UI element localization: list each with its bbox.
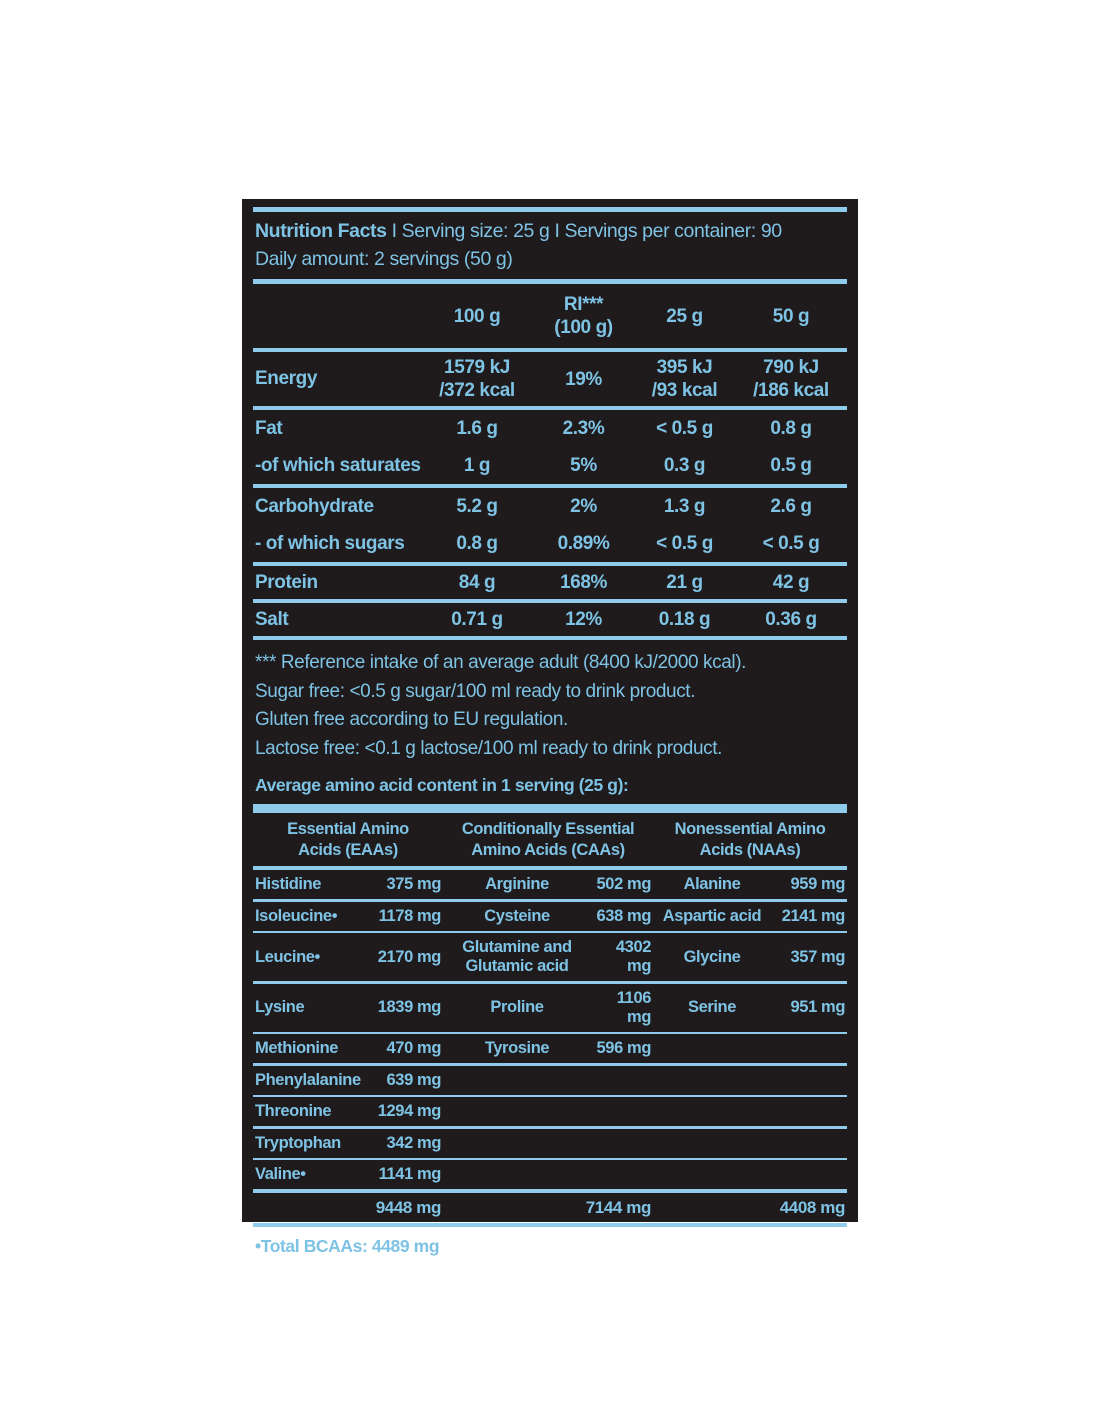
group-header-caa <box>443 819 653 861</box>
cell-value: 2.6 g <box>770 496 812 517</box>
serving-info: I Serving size: 25 g I Servings per container: 90 <box>386 220 782 242</box>
amino-name: Proline <box>490 998 544 1016</box>
amino-name: Methionine <box>255 1039 339 1057</box>
amino-value: 1106 mg <box>616 988 651 1026</box>
header-line-1 <box>255 217 845 245</box>
energy-25g <box>634 356 735 402</box>
table-row-protein <box>253 566 847 599</box>
table-row-saturates <box>253 447 847 484</box>
amino-row-methionine <box>253 1034 847 1063</box>
value-line: 1579 kJ <box>444 357 510 378</box>
header-line: Conditionally Essential <box>461 820 635 838</box>
amino-value: 1141 mg <box>378 1165 441 1183</box>
footnote-sugar-free: Sugar free: <0.5 g sugar/100 ml ready to drink product. <box>255 680 696 702</box>
row-label: Carbohydrate <box>255 495 374 517</box>
col-header-100g: 100 g <box>453 305 501 327</box>
header-line: Nonessential Amino <box>674 820 826 838</box>
amino-value: 1178 mg <box>378 906 441 925</box>
value-line: 790 kJ <box>763 357 819 378</box>
footnotes <box>253 640 847 763</box>
table-row-energy <box>253 352 847 406</box>
col-header-ri <box>533 293 634 339</box>
amino-value: 4302 mg <box>615 938 651 975</box>
daily-amount: Daily amount: 2 servings (50 g) <box>255 248 513 270</box>
cell-value: 0.8 g <box>770 418 812 439</box>
amino-row-leucine <box>253 933 847 981</box>
amino-name: Threonine <box>255 1102 332 1120</box>
table-row-fat <box>253 410 847 447</box>
footnote-gluten-free: Gluten free according to EU regulation. <box>255 709 568 730</box>
amino-value: 470 mg <box>386 1039 441 1057</box>
amino-row-phenylalanine <box>253 1066 847 1095</box>
total-bcaas: •Total BCAAs: 4489 mg <box>255 1236 440 1256</box>
amino-name: Histidine <box>255 875 322 893</box>
row-label: Salt <box>255 608 289 630</box>
amino-totals-row <box>253 1193 847 1223</box>
amino-name: Serine <box>687 998 737 1016</box>
caa-total: 7144 mg <box>585 1198 651 1217</box>
group-header-eaa <box>253 819 443 861</box>
amino-value: 357 mg <box>790 947 845 966</box>
col-header-25g: 25 g <box>666 305 703 327</box>
header-line: Amino Acids (CAAs) <box>471 841 625 859</box>
cell-value: 2.3% <box>562 418 605 439</box>
amino-name: Lysine <box>255 998 305 1016</box>
cell-value: 0.5 g <box>770 455 812 476</box>
table-row-sugars <box>253 525 847 562</box>
cell-value: < 0.5 g <box>656 533 713 554</box>
amino-value: 1839 mg <box>377 998 441 1016</box>
amino-name: Glutamine and Glutamic acid <box>462 938 572 975</box>
energy-50g <box>735 356 847 402</box>
row-label: Protein <box>255 571 318 593</box>
cell-value: 1.6 g <box>456 418 498 439</box>
amino-name: Glycine <box>683 947 741 966</box>
value-line: 395 kJ <box>656 357 713 378</box>
amino-value: 951 mg <box>790 998 845 1016</box>
row-label: -of which saturates <box>255 454 421 476</box>
amino-value: 1294 mg <box>377 1102 441 1120</box>
cell-value: 12% <box>565 609 602 630</box>
amino-name: Aspartic acid <box>662 906 762 925</box>
cell-value: 0.18 g <box>658 609 711 630</box>
amino-name: Tryptophan <box>255 1133 341 1152</box>
amino-name: Tyrosine <box>484 1039 550 1057</box>
amino-value: 342 mg <box>386 1133 441 1152</box>
nutrition-label-panel <box>242 199 858 1256</box>
cell-value: 5% <box>570 455 597 476</box>
energy-ri: 19% <box>565 368 602 390</box>
amino-value: 639 mg <box>386 1070 441 1089</box>
energy-100g <box>421 356 533 402</box>
header-line: Acids (EAAs) <box>298 841 398 859</box>
amino-row-tryptophan <box>253 1129 847 1158</box>
amino-row-histidine <box>253 870 847 899</box>
cell-value: 0.8 g <box>456 533 498 554</box>
cell-value: 0.36 g <box>765 609 817 630</box>
cell-value: 1.3 g <box>663 496 706 517</box>
cell-value: 0.89% <box>557 533 610 554</box>
amino-value: 638 mg <box>596 906 651 925</box>
cell-value: < 0.5 g <box>762 533 820 554</box>
eaa-total: 9448 mg <box>375 1198 441 1217</box>
amino-name: Alanine <box>683 875 741 893</box>
nutrition-column-headers <box>253 284 847 348</box>
value-line: /93 kcal <box>651 380 718 401</box>
amino-value: 959 mg <box>790 875 845 893</box>
ri-line1: RI*** <box>563 294 604 315</box>
amino-value: 596 mg <box>596 1039 651 1057</box>
ri-line2: (100 g) <box>554 317 613 338</box>
amino-row-valine <box>253 1160 847 1189</box>
group-header-naa <box>653 819 847 861</box>
amino-row-lysine <box>253 984 847 1032</box>
row-label: Fat <box>255 417 283 439</box>
cell-value: 21 g <box>666 572 703 593</box>
label-header <box>253 212 847 279</box>
amino-value: 375 mg <box>386 875 441 893</box>
cell-value: 84 g <box>458 572 496 593</box>
col-header-50g: 50 g <box>772 305 810 327</box>
value-line: /372 kcal <box>439 380 515 401</box>
header-line: Essential Amino <box>287 820 409 838</box>
nutrition-facts-title: Nutrition Facts <box>255 220 387 242</box>
amino-row-threonine <box>253 1097 847 1126</box>
amino-value: 2170 mg <box>377 947 441 966</box>
amino-table-heading: Average amino acid content in 1 serving (25 g): <box>255 775 629 795</box>
amino-group-headers <box>253 813 847 866</box>
amino-name: Valine• <box>255 1165 306 1183</box>
cell-value: 42 g <box>772 572 810 593</box>
cell-value: 0.3 g <box>663 455 706 476</box>
footnote-lactose-free: Lactose free: <0.1 g lactose/100 ml ready to drink product. <box>255 737 722 759</box>
divider <box>253 804 847 813</box>
amino-name: Isoleucine• <box>255 906 338 925</box>
header-line: Acids (NAAs) <box>699 841 801 859</box>
amino-name: Cysteine <box>484 906 550 925</box>
amino-row-isoleucine <box>253 902 847 931</box>
row-label: - of which sugars <box>255 532 405 554</box>
cell-value: 1 g <box>463 455 491 476</box>
row-label: Energy <box>255 368 318 389</box>
value-line: /186 kcal <box>753 380 829 401</box>
footnote-reference-intake: *** Reference intake of an average adult (8400 kJ/2000 kcal). <box>255 652 747 673</box>
cell-value: 5.2 g <box>456 496 498 517</box>
table-row-carbohydrate <box>253 488 847 525</box>
naa-total: 4408 mg <box>779 1198 845 1217</box>
amino-name: Leucine• <box>255 947 320 966</box>
amino-name: Arginine <box>485 875 549 893</box>
amino-value: 2141 mg <box>781 906 845 925</box>
amino-value: 502 mg <box>596 875 651 893</box>
cell-value: 0.71 g <box>451 609 503 630</box>
cell-value: < 0.5 g <box>656 418 713 439</box>
cell-value: 168% <box>560 572 607 593</box>
table-row-salt <box>253 603 847 636</box>
amino-name: Phenylalanine <box>255 1070 361 1089</box>
cell-value: 2% <box>570 496 597 517</box>
